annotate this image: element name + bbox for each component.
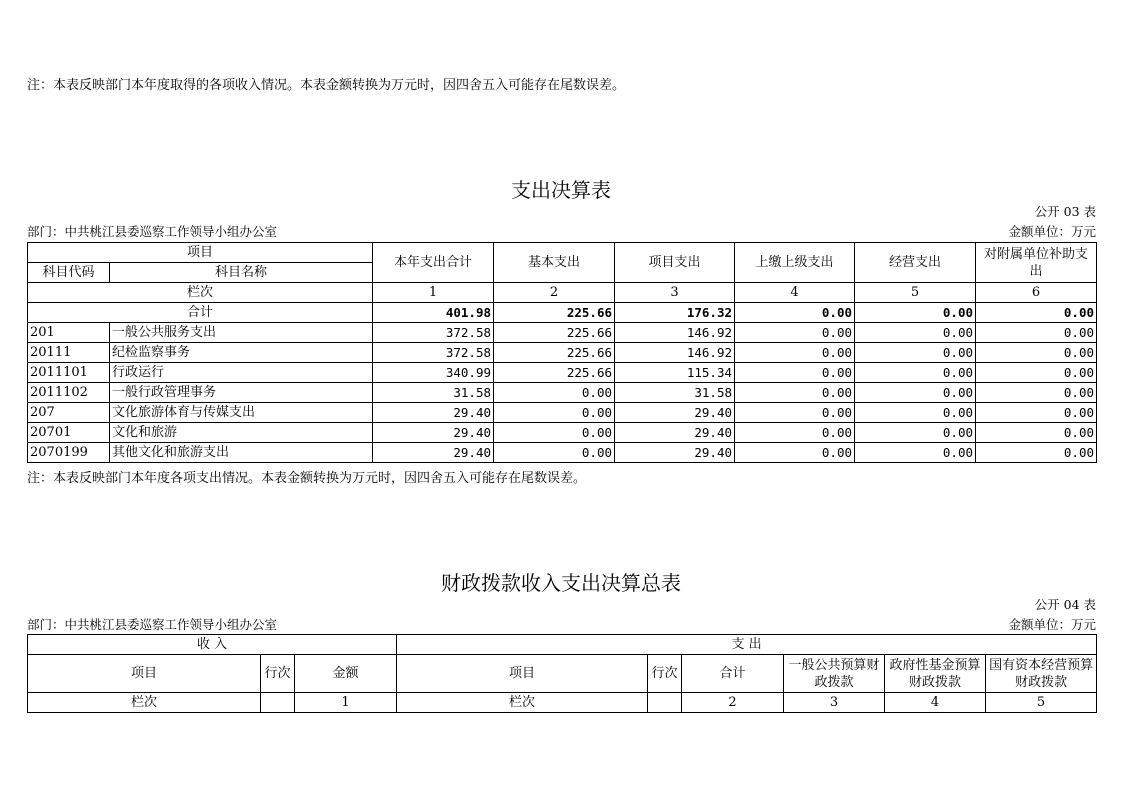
row-code: 2011102 <box>28 383 110 403</box>
row-value: 29.40 <box>373 423 494 443</box>
row-value: 372.58 <box>373 323 494 343</box>
table-row <box>28 423 1097 443</box>
header-upper: 上缴上级支出 <box>735 243 855 283</box>
empty-cell <box>648 693 682 713</box>
total-value: 0.00 <box>976 303 1097 323</box>
row-name: 其他文化和旅游支出 <box>110 443 373 463</box>
column-number: 3 <box>615 283 735 303</box>
header-total: 本年支出合计 <box>373 243 494 283</box>
header-state-capital: 国有资本经营预算财政拨款 <box>986 655 1097 693</box>
header-general-budget: 一般公共预算财政拨款 <box>784 655 885 693</box>
column-number: 5 <box>855 283 976 303</box>
row-value: 225.66 <box>494 363 615 383</box>
column-number: 3 <box>784 693 885 713</box>
row-name: 一般公共服务支出 <box>110 323 373 343</box>
table-row <box>28 343 1097 363</box>
row-value: 0.00 <box>855 323 976 343</box>
expense-note: 注：本表反映部门本年度各项支出情况。本表金额转换为万元时，因四舍五入可能存在尾数误差。 <box>27 471 587 486</box>
total-row <box>28 303 1097 323</box>
row-name: 文化旅游体育与传媒支出 <box>110 403 373 423</box>
header-expense: 支 出 <box>397 635 1097 655</box>
row-value: 372.58 <box>373 343 494 363</box>
fiscal-department: 部门：中共桃江县委巡察工作领导小组办公室 <box>27 617 278 632</box>
header-total: 合计 <box>682 655 784 693</box>
header-name: 科目名称 <box>110 263 373 283</box>
row-value: 0.00 <box>976 403 1097 423</box>
row-value: 0.00 <box>976 443 1097 463</box>
row-value: 0.00 <box>494 443 615 463</box>
fiscal-unit: 金额单位：万元 <box>1008 617 1096 632</box>
row-value: 0.00 <box>976 323 1097 343</box>
header-income: 收 入 <box>28 635 397 655</box>
row-value: 29.40 <box>615 403 735 423</box>
fiscal-table-title: 财政拨款收入支出决算总表 <box>441 571 681 595</box>
row-value: 31.58 <box>615 383 735 403</box>
row-value: 146.92 <box>615 343 735 363</box>
header-project: 项目支出 <box>615 243 735 283</box>
header-amount: 金额 <box>295 655 397 693</box>
column-number: 1 <box>373 283 494 303</box>
row-value: 0.00 <box>735 383 855 403</box>
column-row-label: 栏次 <box>397 693 648 713</box>
row-name: 文化和旅游 <box>110 423 373 443</box>
header-item-expense: 项目 <box>397 655 648 693</box>
row-code: 20111 <box>28 343 110 363</box>
row-value: 29.40 <box>373 403 494 423</box>
row-value: 0.00 <box>494 423 615 443</box>
row-value: 0.00 <box>976 383 1097 403</box>
row-code: 2070199 <box>28 443 110 463</box>
fiscal-table <box>27 634 1097 713</box>
fiscal-table-code: 公开 04 表 <box>1034 597 1096 612</box>
total-value: 176.32 <box>615 303 735 323</box>
total-value: 225.66 <box>494 303 615 323</box>
column-number: 6 <box>976 283 1097 303</box>
row-value: 0.00 <box>855 423 976 443</box>
row-value: 0.00 <box>735 423 855 443</box>
row-value: 115.34 <box>615 363 735 383</box>
row-code: 2011101 <box>28 363 110 383</box>
header-basic: 基本支出 <box>494 243 615 283</box>
column-number: 1 <box>295 693 397 713</box>
row-value: 0.00 <box>976 343 1097 363</box>
row-value: 0.00 <box>855 403 976 423</box>
header-code: 科目代码 <box>28 263 110 283</box>
column-row-label: 栏次 <box>28 283 373 303</box>
row-value: 225.66 <box>494 343 615 363</box>
header-line: 行次 <box>261 655 295 693</box>
empty-cell <box>261 693 295 713</box>
column-number: 2 <box>494 283 615 303</box>
row-value: 0.00 <box>855 363 976 383</box>
header-item: 项目 <box>28 243 373 263</box>
table-row <box>28 383 1097 403</box>
header-line-expense: 行次 <box>648 655 682 693</box>
column-number: 5 <box>986 693 1097 713</box>
row-name: 纪检监察事务 <box>110 343 373 363</box>
row-value: 31.58 <box>373 383 494 403</box>
total-value: 0.00 <box>855 303 976 323</box>
row-value: 146.92 <box>615 323 735 343</box>
column-number: 4 <box>885 693 986 713</box>
total-value: 0.00 <box>735 303 855 323</box>
row-code: 207 <box>28 403 110 423</box>
header-gov-fund: 政府性基金预算财政拨款 <box>885 655 986 693</box>
expense-table <box>27 242 1097 463</box>
total-label: 合计 <box>28 303 373 323</box>
header-subsidy: 对附属单位补助支出 <box>976 243 1097 283</box>
top-note: 注：本表反映部门本年度取得的各项收入情况。本表金额转换为万元时，因四舍五入可能存在尾数误差。 <box>27 78 626 93</box>
row-value: 0.00 <box>855 443 976 463</box>
expense-unit: 金额单位：万元 <box>1008 224 1096 239</box>
column-number: 2 <box>682 693 784 713</box>
column-number: 4 <box>735 283 855 303</box>
row-value: 0.00 <box>494 403 615 423</box>
row-code: 201 <box>28 323 110 343</box>
row-value: 0.00 <box>494 383 615 403</box>
row-value: 29.40 <box>373 443 494 463</box>
expense-table-code: 公开 03 表 <box>1034 204 1096 219</box>
expense-table-title: 支出决算表 <box>511 178 611 202</box>
row-value: 0.00 <box>855 383 976 403</box>
row-value: 29.40 <box>615 443 735 463</box>
table-row <box>28 363 1097 383</box>
column-row-label: 栏次 <box>28 693 261 713</box>
row-value: 225.66 <box>494 323 615 343</box>
row-value: 29.40 <box>615 423 735 443</box>
row-value: 0.00 <box>855 343 976 363</box>
row-value: 340.99 <box>373 363 494 383</box>
row-value: 0.00 <box>976 423 1097 443</box>
table-row <box>28 403 1097 423</box>
table-row <box>28 323 1097 343</box>
header-business: 经营支出 <box>855 243 976 283</box>
row-value: 0.00 <box>735 443 855 463</box>
row-value: 0.00 <box>976 363 1097 383</box>
row-name: 一般行政管理事务 <box>110 383 373 403</box>
row-code: 20701 <box>28 423 110 443</box>
row-value: 0.00 <box>735 363 855 383</box>
total-value: 401.98 <box>373 303 494 323</box>
table-row <box>28 443 1097 463</box>
header-item: 项目 <box>28 655 261 693</box>
row-name: 行政运行 <box>110 363 373 383</box>
row-value: 0.00 <box>735 323 855 343</box>
expense-department: 部门：中共桃江县委巡察工作领导小组办公室 <box>27 224 278 239</box>
row-value: 0.00 <box>735 403 855 423</box>
row-value: 0.00 <box>735 343 855 363</box>
